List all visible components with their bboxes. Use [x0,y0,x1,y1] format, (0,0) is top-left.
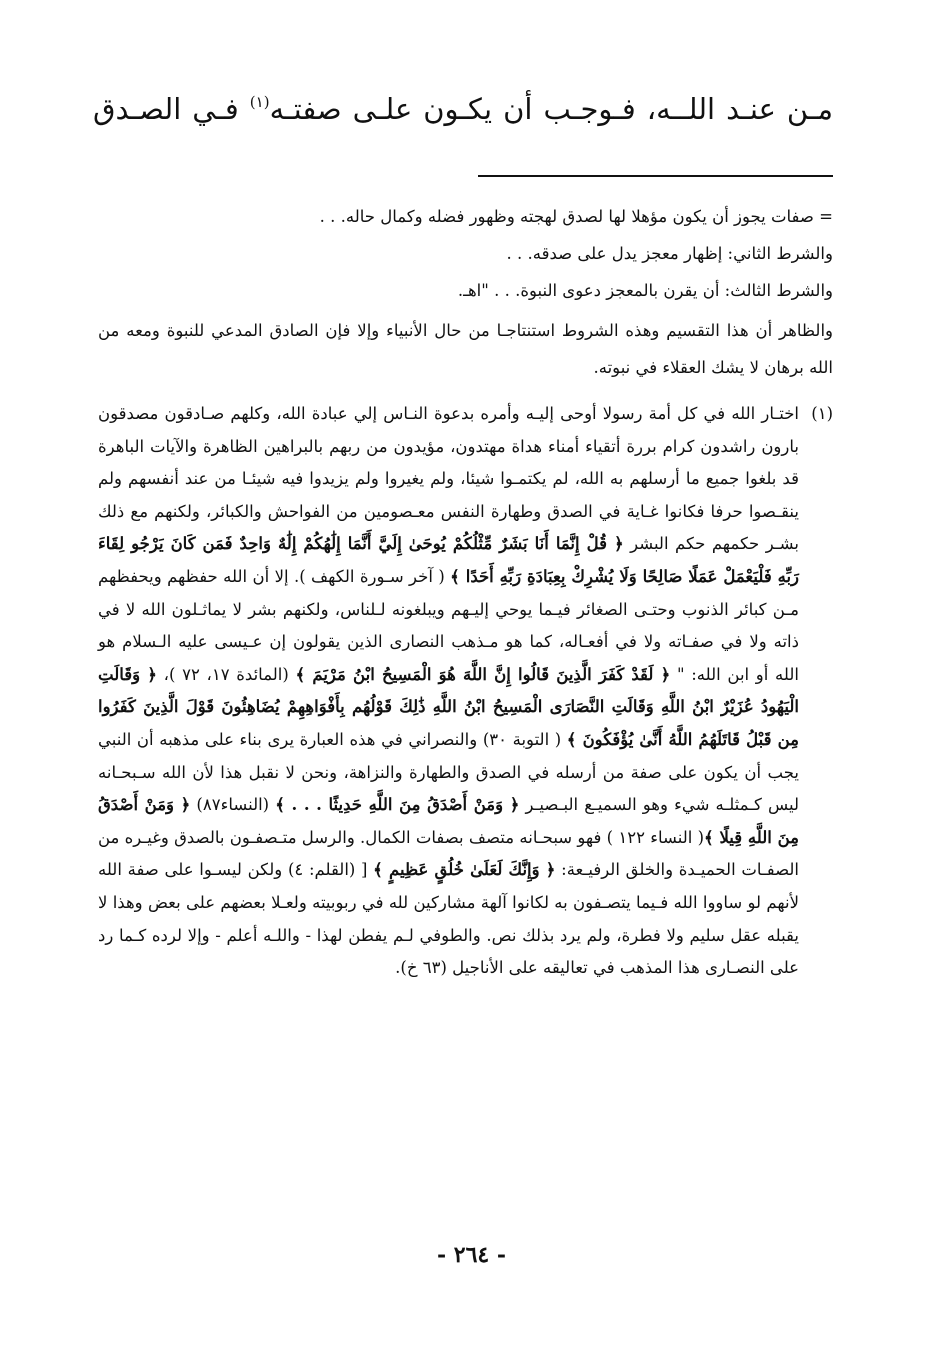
page-number: - ٢٦٤ - [436,1242,507,1268]
main-text: مـن عنـد اللــه، فـوجـب أن يكـون علـى صفتـه [269,92,833,126]
main-text-end: فـي الصـدق [93,92,250,126]
quran-verse: ﴿ وَمَنْ أَصْدَقُ مِنَ اللَّهِ قِيلًا ﴾ [98,795,800,847]
footnote-number: (١) [811,404,833,423]
quran-verse: ﴿ قُلْ إِنَّمَا أَنَا بَشَرٌ مِّثْلُكُمْ يُوحَىٰ إِلَيَّ أَنَّمَا إِلَٰهُكُمْ إِلَٰهٌ وَاحِدٌ فَمَن كَانَ يَرْجُو لِقَاءَ رَبِّهِ فَلْيَعْمَلْ عَمَلًا صَالِحًا وَلَا يُشْرِكْ بِعِبَادَةِ رَبِّهِ أَحَدًا ﴾ [98,534,800,586]
footnote-1 [98,398,833,985]
quran-verse: ﴿ وَمَنْ أَصْدَقُ مِنَ اللَّهِ حَدِيثًا . . . ﴾ [275,795,520,815]
footnote-body [98,398,799,985]
note-line: = صفات يجوز أن يكون مؤهلا لها لصدق لهجته وظهور فضله وكمال حاله. . . [319,207,833,226]
footnote-text: ( التوبة ٣٠) والنصراني في هذه العبارة يرى بناء على مذهبه أن النبي يجب أن يكون على صفة من أرسله في الصدق والطهارة والنزاهة، ونحن لا نقبل هذا لأن الله سـبحـانه ليس كـمثلـه شيء وهو السميـع البـصيـر [98,729,799,815]
footnote-text: (المائدة ١٧، ٧٢ )، [156,664,296,684]
note-line: والشرط الثاني: إظهار معجز يدل على صدقه. . . [506,244,833,263]
footnote-text: ( النساء ١٢٢ ) فهو سبحـانه متصف بصفات الكمال. والرسل متـصفـون بالصدق وغيـره من الصفـات الحميـدة والخلق الرفيـعة: [98,827,800,880]
footnote-text: (النساء٨٧) [190,795,276,815]
main-text-line [93,80,833,131]
footnote-reference: (١) [249,93,270,111]
quran-verse: ﴿ لَقَدْ كَفَرَ الَّذِينَ قَالُوا إِنَّ اللَّهَ هُوَ الْمَسِيحُ ابْنُ مَرْيَمَ ﴾ [295,664,671,684]
quran-verse: ﴿ وَقَالَتِ الْيَهُودُ عُزَيْرٌ ابْنُ اللَّهِ وَقَالَتِ النَّصَارَى الْمَسِيحُ ابْنُ اللَّهِ ذَٰلِكَ قَوْلُهُم بِأَفْوَاهِهِمْ يُضَاهِئُونَ قَوْلَ الَّذِينَ كَفَرُوا مِن قَبْلُ قَاتَلَهُمُ اللَّهُ أَنَّىٰ يُؤْفَكُونَ ﴾ [98,664,799,749]
footnote-text: ( آخر سـورة الكهف ). إلا أن الله حفظهم ويحفظهم مـن كبائر الذنوب وحتـى الصغائر فيـما يوحي إليـهم ويبلغونه لـلناس، ولكنهم بشر لا يماثـلون الله لا في ذاته ولا في صفـاته ولا في أفعـاله، كما هو مـذهب النصارى الذين يقولون إن عـيسى عليه الـسلام هو الله أو ابن الله: " [98,566,799,684]
note-paragraph: والظاهر أن هذا التقسيم وهذه الشروط استنتاجـا من حال الأنبياء وإلا فإن الصادق المدعي للنبوة ومعه من الله برهان لا يشك العقلاء في نبوته. [98,321,833,377]
quran-verse: ﴿ وَإِنَّكَ لَعَلَىٰ خُلُقٍ عَظِيمٍ ﴾ [373,860,556,880]
footnotes-area [98,198,833,985]
note-line: والشرط الثالث: أن يقرن بالمعجز دعوى النبوة. . . "اهـ. [457,281,833,300]
footnote-text: اختـار الله في كل أمة رسولا أوحى إليـه وأمره بدعوة النـاس إلي عبادة الله، وكلهم صـادقون مصدقون بارون راشدون كرام بررة أتقياء أمناء هداة مهتدون، مؤيدون من ربهم بالبراهين الظاهرة والآيات الباهرة قد بلغوا جميع ما أرسلهم به الله، لم يكتمـوا شيئا، ولم يغيروا ولم يزيدوا فيه شيئـا من عند أنفسهم ولم ينقـصوا حرفا فكانوا غـاية في الصدق وطهارة النفس معـصومين من الفواحش والكبائر، ولكنهم مع ذلك بشـر حكمهم حكم البشر [98,404,799,554]
footnote-text: [ (القلم: ٤) ولكن ليسـوا على صفة الله لأنهم لو ساووا الله فـيما يتصـفون به لكانوا آلهة مشاركين لله في ربوبيته ولعـلا بعضهم على بعض وهذا لا يقبله عقل سليم ولا فطرة، ولم يرد بذلك نص. والطوفي لـم يفطن لهذا - واللـه أعلم - وإلا لرده كـما رد على النصـارى هذا المذهب في تعاليقه على الأناجيل (٦٣ خ). [98,860,799,978]
footnote-separator [478,175,833,177]
